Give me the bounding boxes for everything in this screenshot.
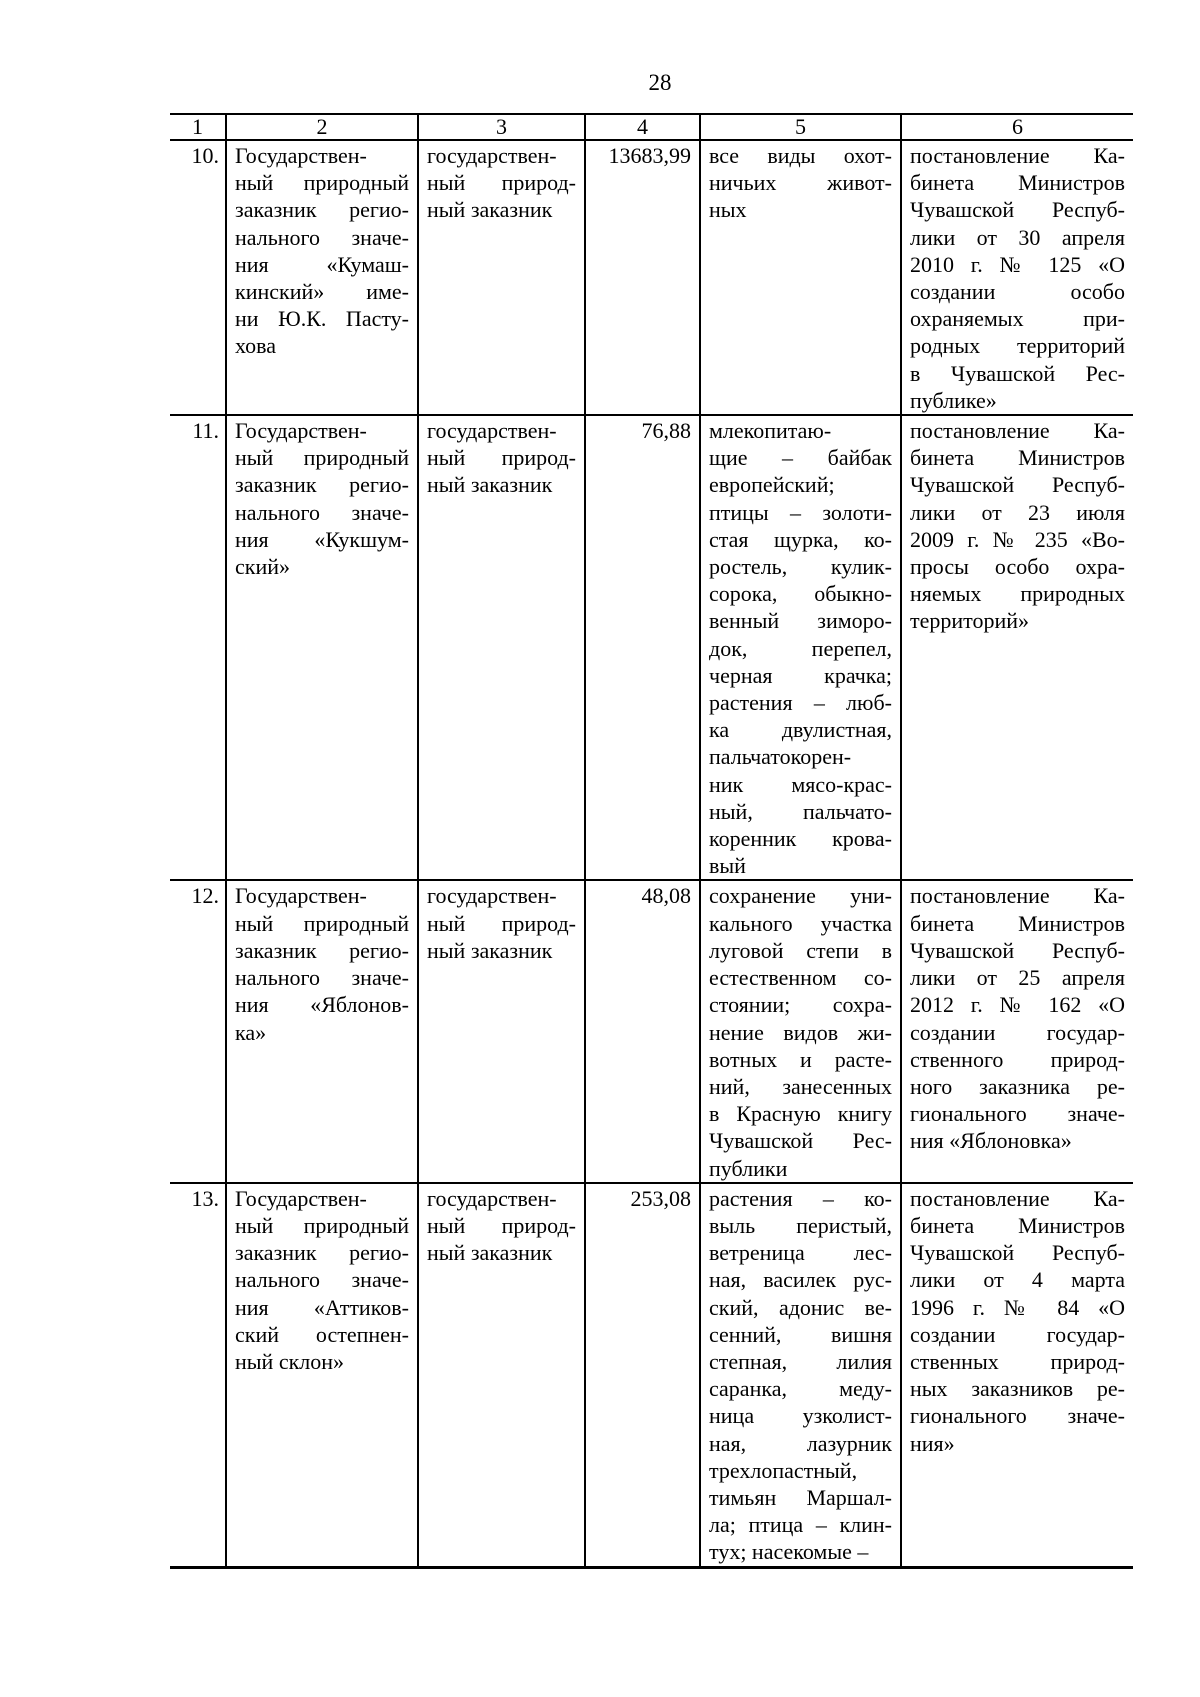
area-name [226, 880, 418, 1182]
protection-purpose-line: луговой степи в [709, 937, 892, 963]
row-number-text: 13. [191, 1185, 219, 1211]
header-cell: 2 [226, 114, 418, 140]
header-cell: 4 [585, 114, 700, 140]
row-number [170, 880, 226, 1182]
protection-purpose-line: ний, занесенных [709, 1073, 892, 1099]
area-name [226, 415, 418, 880]
area-category-line: ный заказник [427, 1240, 553, 1266]
protection-purpose [700, 880, 901, 1182]
legal-act-line: бинета Министров [910, 445, 1125, 471]
area-name-line: Государствен- [235, 883, 367, 909]
legal-act-line: Чувашской Респуб- [910, 197, 1125, 223]
protection-purpose-line: ник мясо-крас- [709, 771, 892, 797]
protection-purpose-line: ница узколист- [709, 1403, 892, 1429]
protection-purpose-line: тух; насекомые – [709, 1539, 869, 1565]
row-number-text: 10. [191, 143, 219, 168]
protection-purpose-line: вый [709, 853, 746, 879]
protection-purpose-line: трехлопастный, [709, 1457, 858, 1483]
protection-purpose-line: пальчатокорен- [709, 744, 852, 770]
protection-purpose [700, 140, 901, 415]
protection-purpose-line: ростель, кулик- [709, 554, 892, 580]
area-size-text: 253,08 [630, 1185, 691, 1211]
area-name-line: Государствен- [235, 143, 367, 168]
area-size [585, 140, 700, 415]
protection-purpose-line: стая щурка, ко- [709, 526, 892, 552]
protection-purpose-line: растения – ко- [709, 1185, 892, 1211]
legal-act-line: лики от 23 июля [910, 499, 1125, 525]
area-name-line: заказник регио- [235, 937, 409, 963]
legal-act-line: ния «Яблоновка» [910, 1128, 1072, 1154]
header-cell: 1 [170, 114, 226, 140]
area-name-line: заказник регио- [235, 197, 409, 223]
row-number [170, 415, 226, 880]
row-number [170, 140, 226, 415]
header-cell: 6 [901, 114, 1133, 140]
area-category-line: государствен- [427, 418, 557, 444]
area-category-line: ный природ- [427, 910, 576, 936]
protection-purpose-line: сохранение уни- [709, 883, 892, 909]
legal-act [901, 1183, 1133, 1567]
area-name-line: нального значе- [235, 1267, 409, 1293]
protection-purpose-line: кального участка [709, 910, 892, 936]
area-name-line: кинский» име- [235, 279, 409, 305]
legal-act-line: лики от 25 апреля [910, 965, 1125, 991]
area-size-text: 48,08 [641, 883, 691, 909]
legal-act-line: публике» [910, 387, 997, 413]
protection-purpose-line: щие – байбак [709, 445, 892, 471]
legal-act-line: 1996 г. № 84 «О [910, 1294, 1125, 1320]
protection-purpose-line: ничьих живот- [709, 170, 892, 196]
protected-areas-table [170, 113, 1133, 1569]
protection-purpose-line: все виды охот- [709, 143, 892, 168]
header-cell: 3 [418, 114, 585, 140]
legal-act-line: Чувашской Респуб- [910, 472, 1125, 498]
protection-purpose-line: публики [709, 1155, 788, 1181]
protection-purpose-line: нение видов жи- [709, 1019, 892, 1045]
area-category-line: ный заказник [427, 472, 553, 498]
legal-act-line: няемых природных [910, 581, 1125, 607]
legal-act-line: лики от 30 апреля [910, 224, 1125, 250]
table-row [170, 140, 1133, 415]
protection-purpose-line: растения – люб- [709, 690, 892, 716]
area-name [226, 140, 418, 415]
legal-act-line: лики от 4 марта [910, 1267, 1125, 1293]
protection-purpose-line: док, перепел, [709, 635, 892, 661]
area-category-line: ный заказник [427, 197, 553, 223]
area-category [418, 415, 585, 880]
protection-purpose-line: ветреница лес- [709, 1240, 892, 1266]
protection-purpose-line: ных [709, 197, 747, 223]
area-name-line: заказник регио- [235, 1240, 409, 1266]
area-category-line: ный природ- [427, 170, 576, 196]
table-row [170, 415, 1133, 880]
protection-purpose-line: млекопитаю- [709, 418, 832, 444]
legal-act-line: бинета Министров [910, 1212, 1125, 1238]
legal-act-line: ственного природ- [910, 1046, 1125, 1072]
protection-purpose-line: вотных и расте- [709, 1046, 892, 1072]
legal-act [901, 140, 1133, 415]
area-name-line: ный природный [235, 445, 409, 471]
area-category-line: ный заказник [427, 937, 553, 963]
area-name-line: ния «Кукшум- [235, 526, 409, 552]
legal-act-line: территорий» [910, 608, 1030, 634]
protection-purpose-line: ка двулистная, [709, 717, 892, 743]
legal-act-line: постановление Ка- [910, 883, 1125, 909]
protection-purpose [700, 415, 901, 880]
table-row [170, 880, 1133, 1182]
area-category-line: государствен- [427, 1185, 557, 1211]
protection-purpose-line: Чувашской Рес- [709, 1128, 892, 1154]
protection-purpose-line: европейский; [709, 472, 835, 498]
table-row [170, 1183, 1133, 1567]
legal-act-line: гионального значе- [910, 1101, 1125, 1127]
area-name-line: ный склон» [235, 1348, 345, 1374]
legal-act-line: 2009 г. № 235 «Во- [910, 526, 1125, 552]
protection-purpose-line: выль перистый, [709, 1212, 892, 1238]
legal-act-line: создании государ- [910, 1321, 1125, 1347]
legal-act-line: в Чувашской Рес- [910, 360, 1125, 386]
legal-act-line: 2012 г. № 162 «О [910, 992, 1125, 1018]
area-name [226, 1183, 418, 1567]
area-name-line: ный природный [235, 910, 409, 936]
area-name-line: Государствен- [235, 418, 367, 444]
protection-purpose-line: ла; птица – клин- [709, 1512, 892, 1538]
row-number-text: 12. [191, 883, 219, 909]
protection-purpose-line: венный зиморо- [709, 608, 892, 634]
area-category-line: государствен- [427, 883, 557, 909]
header-cell: 5 [700, 114, 901, 140]
area-name-line: ни Ю.К. Пасту- [235, 306, 409, 332]
protection-purpose-line: саранка, меду- [709, 1376, 892, 1402]
area-name-line: заказник регио- [235, 472, 409, 498]
area-name-line: нального значе- [235, 224, 409, 250]
area-category [418, 140, 585, 415]
legal-act-line: Чувашской Респуб- [910, 937, 1125, 963]
area-name-line: ния «Аттиков- [235, 1294, 409, 1320]
row-number-text: 11. [192, 418, 219, 444]
protection-purpose-line: черная крачка; [709, 662, 892, 688]
area-category-line: ный природ- [427, 1212, 576, 1238]
legal-act-line: Чувашской Респуб- [910, 1240, 1125, 1266]
page-number: 28 [648, 70, 672, 95]
legal-act [901, 880, 1133, 1182]
protection-purpose-line: ная, лазурник [709, 1430, 892, 1456]
protection-purpose-line: ский, адонис ве- [709, 1294, 892, 1320]
area-name-line: ский остепнен- [235, 1321, 409, 1347]
legal-act-line: ственных природ- [910, 1348, 1125, 1374]
protection-purpose-line: птицы – золоти- [709, 499, 892, 525]
legal-act-line: бинета Министров [910, 910, 1125, 936]
area-category-line: государствен- [427, 143, 557, 168]
legal-act-line: 2010 г. № 125 «О [910, 251, 1125, 277]
area-name-line: ный природный [235, 1212, 409, 1238]
legal-act-line: постановление Ка- [910, 418, 1125, 444]
area-name-line: ка» [235, 1019, 267, 1045]
area-name-line: Государствен- [235, 1185, 367, 1211]
legal-act-line: создании особо [910, 279, 1125, 305]
protection-purpose-line: тимьян Маршал- [709, 1484, 892, 1510]
legal-act-line: охраняемых при- [910, 306, 1125, 332]
legal-act-line: создании государ- [910, 1019, 1125, 1045]
area-name-line: ский» [235, 554, 290, 580]
area-category [418, 1183, 585, 1567]
legal-act-line: ного заказника ре- [910, 1073, 1125, 1099]
protection-purpose-line: коренник крова- [709, 826, 892, 852]
area-name-line: ный природный [235, 170, 409, 196]
area-size [585, 880, 700, 1182]
legal-act-line: просы особо охра- [910, 554, 1125, 580]
table-header-row [170, 114, 1133, 140]
area-size-text: 76,88 [641, 418, 691, 444]
protection-purpose-line: сорока, обыкно- [709, 581, 892, 607]
protection-purpose-line: стоянии; сохра- [709, 992, 892, 1018]
area-name-line: нального значе- [235, 499, 409, 525]
area-size [585, 415, 700, 880]
legal-act-line: постановление Ка- [910, 143, 1125, 168]
protection-purpose-line: ный, пальчато- [709, 798, 892, 824]
legal-act-line: родных территорий [910, 333, 1125, 359]
row-number [170, 1183, 226, 1567]
legal-act [901, 415, 1133, 880]
protection-purpose-line: в Красную книгу [709, 1101, 892, 1127]
protection-purpose-line: степная, лилия [709, 1348, 892, 1374]
area-category-line: ный природ- [427, 445, 576, 471]
area-category [418, 880, 585, 1182]
area-size [585, 1183, 700, 1567]
area-name-line: ния «Яблонов- [235, 992, 409, 1018]
protection-purpose [700, 1183, 901, 1567]
legal-act-line: постановление Ка- [910, 1185, 1125, 1211]
legal-act-line: гионального значе- [910, 1403, 1125, 1429]
protection-purpose-line: ная, василек рус- [709, 1267, 892, 1293]
legal-act-line: ных заказников ре- [910, 1376, 1125, 1402]
area-size-text: 13683,99 [608, 143, 691, 168]
legal-act-line: бинета Министров [910, 170, 1125, 196]
protection-purpose-line: естественном со- [709, 965, 892, 991]
legal-act-line: ния» [910, 1430, 955, 1456]
area-name-line: ния «Кумаш- [235, 251, 409, 277]
area-name-line: хова [235, 333, 277, 359]
area-name-line: нального значе- [235, 965, 409, 991]
protection-purpose-line: сенний, вишня [709, 1321, 892, 1347]
